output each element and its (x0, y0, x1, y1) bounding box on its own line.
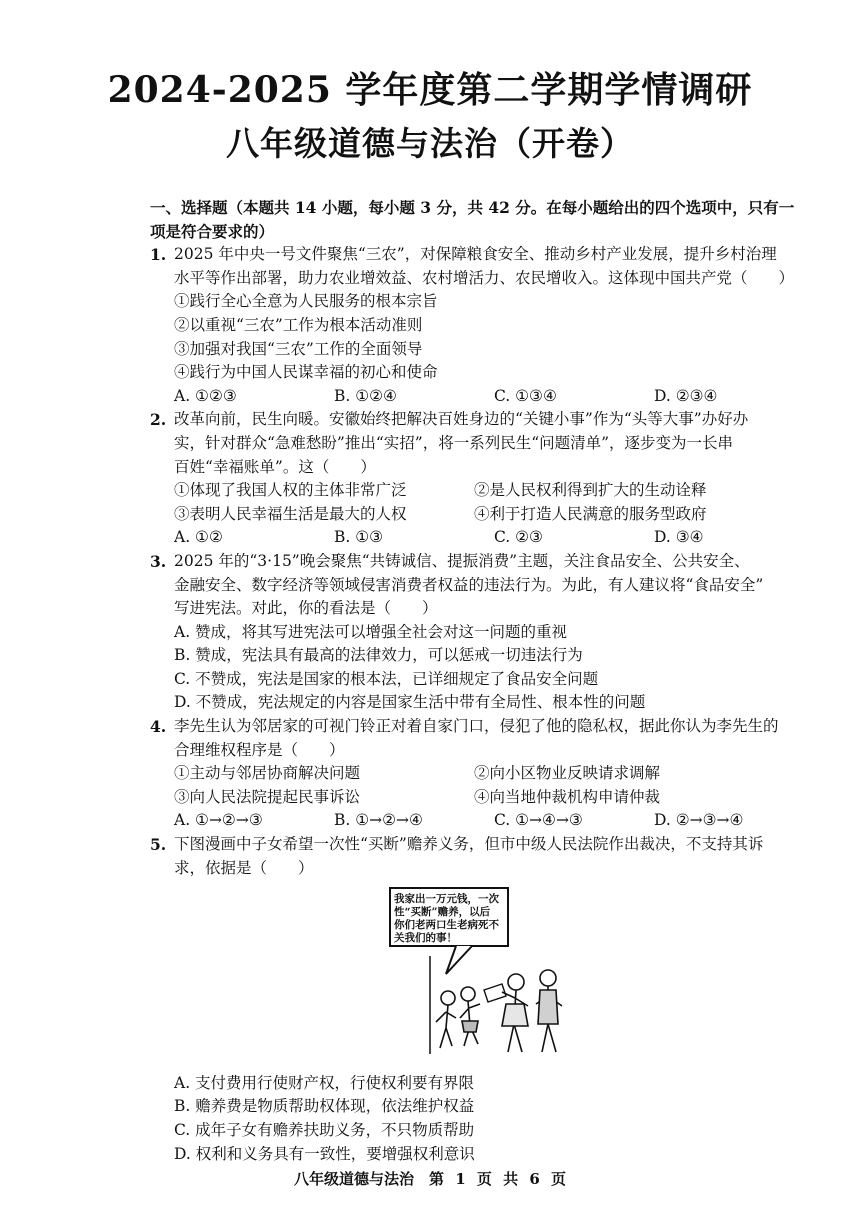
answer-option-b[interactable]: B. ①②④ (334, 386, 397, 405)
answer-option-b[interactable]: B. ①③ (334, 528, 384, 547)
cartoon-text-line: 关我们的事！ (394, 932, 457, 945)
question-stem-line: 2025 年中央一号文件聚焦“三农”，对保障粮食安全、推动乡村产业发展，提升乡村治理 (174, 245, 777, 264)
question-stem-line: 下图漫画中子女希望一次性“买断”赡养义务，但市中级人民法院作出裁决，不支持其诉 (174, 835, 764, 854)
statement: ②以重视“三农”工作为根本活动准则 (174, 315, 423, 334)
answer-option-a[interactable]: A. ①→②→③ (174, 811, 263, 830)
question-stem-line: 李先生认为邻居家的可视门铃正对着自家门口，侵犯了他的隐私权，据此你认为李先生的 (174, 717, 779, 736)
statement: ④利于打造人民满意的服务型政府 (474, 504, 707, 523)
answer-option-a[interactable]: A. ①② (174, 528, 223, 547)
answer-option-c[interactable]: C. 成年子女有赡养扶助义务，不只物质帮助 (174, 1121, 475, 1139)
elderly-couple-figure (436, 987, 480, 1048)
exam-content (150, 196, 840, 1166)
statement-row (150, 762, 840, 786)
question-stem-line: 金融安全、数字经济等领域侵害消费者权益的违法行为。为此，有人建议将“食品安全” (174, 575, 764, 594)
exam-title-line2: 八年级道德与法治（开卷） (226, 124, 634, 163)
statement: ③向人民法院提起民事诉讼 (174, 787, 361, 806)
question-stem-line: 2025 年的“3·15”晚会聚焦“共铸诚信、提振消费”主题，关注食品安全、公共安全、 (174, 551, 750, 570)
statement: ④践行为中国人民谋幸福的初心和使命 (174, 363, 438, 382)
statement: ②是人民权利得到扩大的生动诠释 (474, 481, 707, 500)
question-number: 1. (150, 245, 167, 265)
answer-option-c[interactable]: C. 不赞成，宪法是国家的根本法，已详细规定了食品安全问题 (174, 669, 599, 688)
answer-option-b[interactable]: B. 赞成，宪法具有最高的法律效力，可以惩戒一切违法行为 (174, 646, 583, 665)
statement-row (150, 503, 840, 527)
question-number: 3. (150, 551, 167, 571)
question-number: 5. (150, 835, 167, 855)
answer-option-d[interactable]: D. ③④ (654, 528, 704, 547)
question-4 (150, 715, 840, 833)
answer-option-b[interactable]: B. ①→②→④ (334, 811, 423, 830)
cartoon-text-line: 我家出一万元钱，一次 (394, 893, 499, 906)
exam-title-line1: 2024-2025 学年度第二学期学情调研 (107, 69, 753, 111)
answer-option-c[interactable]: C. ①→④→③ (494, 811, 583, 830)
answer-option-b[interactable]: B. 赡养费是物质帮助权体现，依法维护权益 (174, 1097, 475, 1116)
answer-option-a[interactable]: A. 支付费用行使财产权，行使权利要有界限 (174, 1073, 475, 1092)
statement: ①践行全心全意为人民服务的根本宗旨 (174, 292, 438, 311)
answer-option-c[interactable]: C. ②③ (494, 528, 543, 547)
statement: ②向小区物业反映请求调解 (474, 764, 661, 783)
statement: ③表明人民幸福生活是最大的人权 (174, 504, 407, 523)
cartoon-text-line: 你们老两口生老病死不 (394, 919, 499, 932)
statement: ①体现了我国人权的主体非常广泛 (174, 481, 407, 500)
adult-children-figure (502, 970, 562, 1052)
answer-option-d[interactable]: D. 不赞成，宪法规定的内容是国家生活中带有全局性、根本性的问题 (174, 693, 646, 712)
answer-options (150, 809, 840, 833)
answer-option-d[interactable]: D. ②③④ (654, 386, 718, 405)
answer-option-a[interactable]: A. ①②③ (174, 386, 237, 405)
answer-options (150, 526, 840, 550)
statement-row (150, 786, 840, 810)
question-stem-line: 改革向前，民生向暖。安徽始终把解决百姓身边的“关键小事”作为“头等大事”办好办 (174, 410, 749, 429)
statement: ①主动与邻居协商解决问题 (174, 764, 361, 783)
question-stem-line: 求，依据是（ ） (174, 858, 314, 877)
question-1 (150, 243, 840, 408)
statement-row (150, 479, 840, 503)
answer-option-d[interactable]: D. 权利和义务具有一致性，要增强权利意识 (174, 1144, 475, 1163)
question-stem-line: 合理维权程序是（ ） (174, 740, 345, 759)
answer-option-d[interactable]: D. ②→③→④ (654, 811, 744, 830)
question-3 (150, 550, 840, 715)
question-stem-line: 实，针对群众“急难愁盼”推出“实招”，将一系列民生“问题清单”，逐步变为一长串 (174, 433, 734, 452)
answer-options (150, 385, 840, 409)
answer-option-c[interactable]: C. ①③④ (494, 386, 557, 405)
question-stem-line: 写进宪法。对此，你的看法是（ ） (174, 599, 438, 618)
question-stem-line: 水平等作出部署，助力农业增效益、农村增活力、农民增收入。这体现中国共产党（ ） (174, 268, 795, 287)
section-heading-line: 项是符合要求的） (150, 221, 275, 241)
question-number: 4. (150, 717, 167, 737)
page-footer: 八年级道德与法治 第 1 页 共 6 页 (294, 1170, 566, 1188)
question-stem-line: 百姓“幸福账单”。这（ ） (174, 457, 376, 476)
question-number: 2. (150, 410, 167, 430)
answer-option-a[interactable]: A. 赞成，将其写进宪法可以增强全社会对这一问题的重视 (174, 622, 568, 641)
speech-bubble-tail (446, 946, 472, 974)
cartoon-text-line: 性“买断”赡养，以后 (394, 906, 491, 919)
cartoon-illustration (386, 886, 586, 1054)
section-heading (150, 196, 840, 243)
question-5 (150, 833, 840, 1166)
section-heading-line: 一、选择题（本题共 14 小题，每小题 3 分，共 42 分。在每小题给出的四个选项中，只有一 (150, 198, 795, 217)
question-2 (150, 408, 840, 550)
statement: ④向当地仲裁机构申请仲裁 (474, 787, 661, 806)
statement: ③加强对我国“三农”工作的全面领导 (174, 339, 423, 358)
